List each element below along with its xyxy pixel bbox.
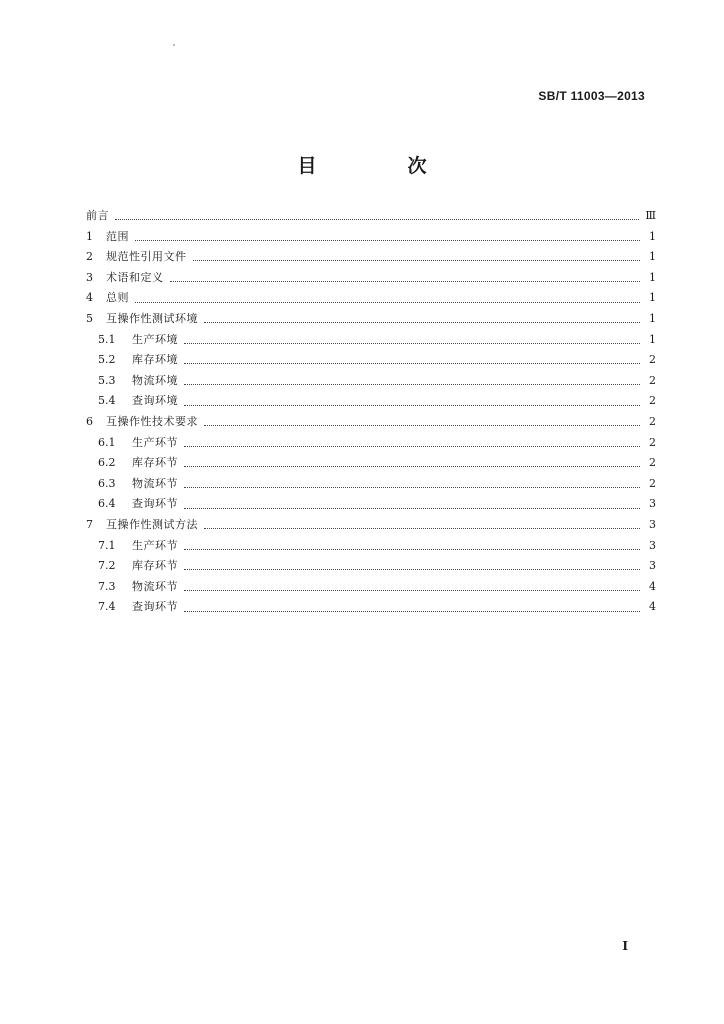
toc-entry-label: 互操作性测试方法 [106,517,198,531]
dot-leader [204,321,640,323]
toc-entry-page: 1 [649,229,656,243]
toc-entry-label: 库存环境 [132,353,178,367]
toc-entry-page: 2 [649,373,656,387]
toc-entry-label: 生产环节 [132,538,178,552]
toc-entry-number: 5.2 [98,353,116,367]
dot-leader [184,465,640,467]
toc-entry-number: 6.2 [98,456,116,470]
toc-entry-number: 3 [86,270,93,284]
page-title: 目 次 [297,155,463,177]
toc-entry-number: 5 [86,311,93,325]
toc-entry[interactable] [86,515,656,536]
toc-entry-label: 范围 [106,229,129,243]
toc-entry-page: 1 [649,311,656,325]
dot-leader [184,404,640,406]
dot-leader [184,507,640,509]
toc-entry[interactable] [86,371,656,392]
toc-entry-page: 1 [649,291,656,305]
toc-entry-number: 7.3 [98,579,116,593]
toc-entry-number: 7.2 [98,559,116,573]
dot-leader [115,218,639,220]
toc-entry-page: 2 [649,435,656,449]
dot-leader [170,280,641,282]
dot-leader [184,610,640,612]
toc-entry-number: 6 [86,414,93,428]
toc-entry-page: 2 [649,414,656,428]
toc-entry-label: 物流环节 [132,579,178,593]
toc-entry-page: 3 [649,559,656,573]
toc-entry-page: 2 [649,476,656,490]
dot-leader [184,362,640,364]
toc-entry-page: 1 [649,250,656,264]
toc-entry[interactable] [86,556,656,577]
toc-entry-label: 生产环境 [132,332,178,346]
toc-entry[interactable] [86,433,656,454]
toc-entry-label: 总则 [106,291,129,305]
toc-entry-label: 互操作性测试环境 [106,311,198,325]
dot-leader [184,342,640,344]
toc-entry-number: 4 [86,291,93,305]
toc-entry-page: 2 [649,456,656,470]
dot-leader [135,239,640,241]
dot-leader [204,424,640,426]
toc-entry[interactable] [86,288,656,309]
toc-entry-label: 查询环节 [132,497,178,511]
toc-entry-number: 7.4 [98,600,116,614]
dot-leader [184,445,640,447]
toc-entry-number: 1 [86,229,93,243]
toc-entry-page: 4 [649,600,656,614]
toc-entry-page: 3 [649,538,656,552]
toc-entry-page: 2 [649,353,656,367]
standard-code: SB/T 11003—2013 [538,89,645,103]
toc-entry-number: 5.4 [98,394,116,408]
toc-entry-number: 6.3 [98,476,116,490]
dot-leader [135,301,640,303]
toc-entry-number: 6.4 [98,497,116,511]
toc-entry[interactable] [86,206,656,227]
toc-entry-label: 前言 [86,209,109,222]
dot-leader [184,383,640,385]
toc-entry-label: 库存环节 [132,456,178,470]
toc-entry[interactable] [86,268,656,289]
toc-entry-number: 2 [86,250,93,264]
dot-leader [204,527,640,529]
toc-entry[interactable] [86,309,656,330]
toc-entry[interactable] [86,597,656,618]
toc-entry-label: 术语和定义 [106,270,164,284]
toc-entry[interactable] [86,577,656,598]
toc-entry[interactable] [86,474,656,495]
toc-entry-number: 5.3 [98,373,116,387]
toc-entry-page: 3 [649,517,656,531]
toc-entry[interactable] [86,247,656,268]
toc-entry[interactable] [86,536,656,557]
toc-entry-number: 7.1 [98,538,116,552]
toc-entry-label: 查询环节 [132,600,178,614]
toc-entry-label: 互操作性技术要求 [106,414,198,428]
toc-entry[interactable] [86,412,656,433]
toc-entry-label: 物流环节 [132,476,178,490]
table-of-contents [86,206,656,618]
toc-entry-label: 物流环境 [132,373,178,387]
dot-leader [184,548,640,550]
dot-leader [184,589,640,591]
toc-entry[interactable] [86,227,656,248]
page-number: I [622,939,628,953]
toc-entry-label: 生产环节 [132,435,178,449]
toc-entry-number: 7 [86,517,93,531]
toc-entry-page: 1 [649,270,656,284]
toc-entry[interactable] [86,391,656,412]
toc-entry[interactable] [86,453,656,474]
toc-entry-label: 库存环节 [132,559,178,573]
toc-entry-page: 1 [649,332,656,346]
toc-entry-label: 查询环境 [132,394,178,408]
toc-entry-page: 3 [649,497,656,511]
toc-entry-label: 规范性引用文件 [106,250,187,264]
scan-speck [173,44,175,46]
toc-entry-page: 4 [649,579,656,593]
toc-entry-page: 2 [649,394,656,408]
toc-entry[interactable] [86,494,656,515]
toc-entry[interactable] [86,350,656,371]
dot-leader [193,259,641,261]
toc-entry[interactable] [86,330,656,351]
toc-entry-page: Ⅲ [645,209,656,222]
toc-entry-number: 6.1 [98,435,116,449]
toc-entry-number: 5.1 [98,332,116,346]
dot-leader [184,486,640,488]
dot-leader [184,568,640,570]
